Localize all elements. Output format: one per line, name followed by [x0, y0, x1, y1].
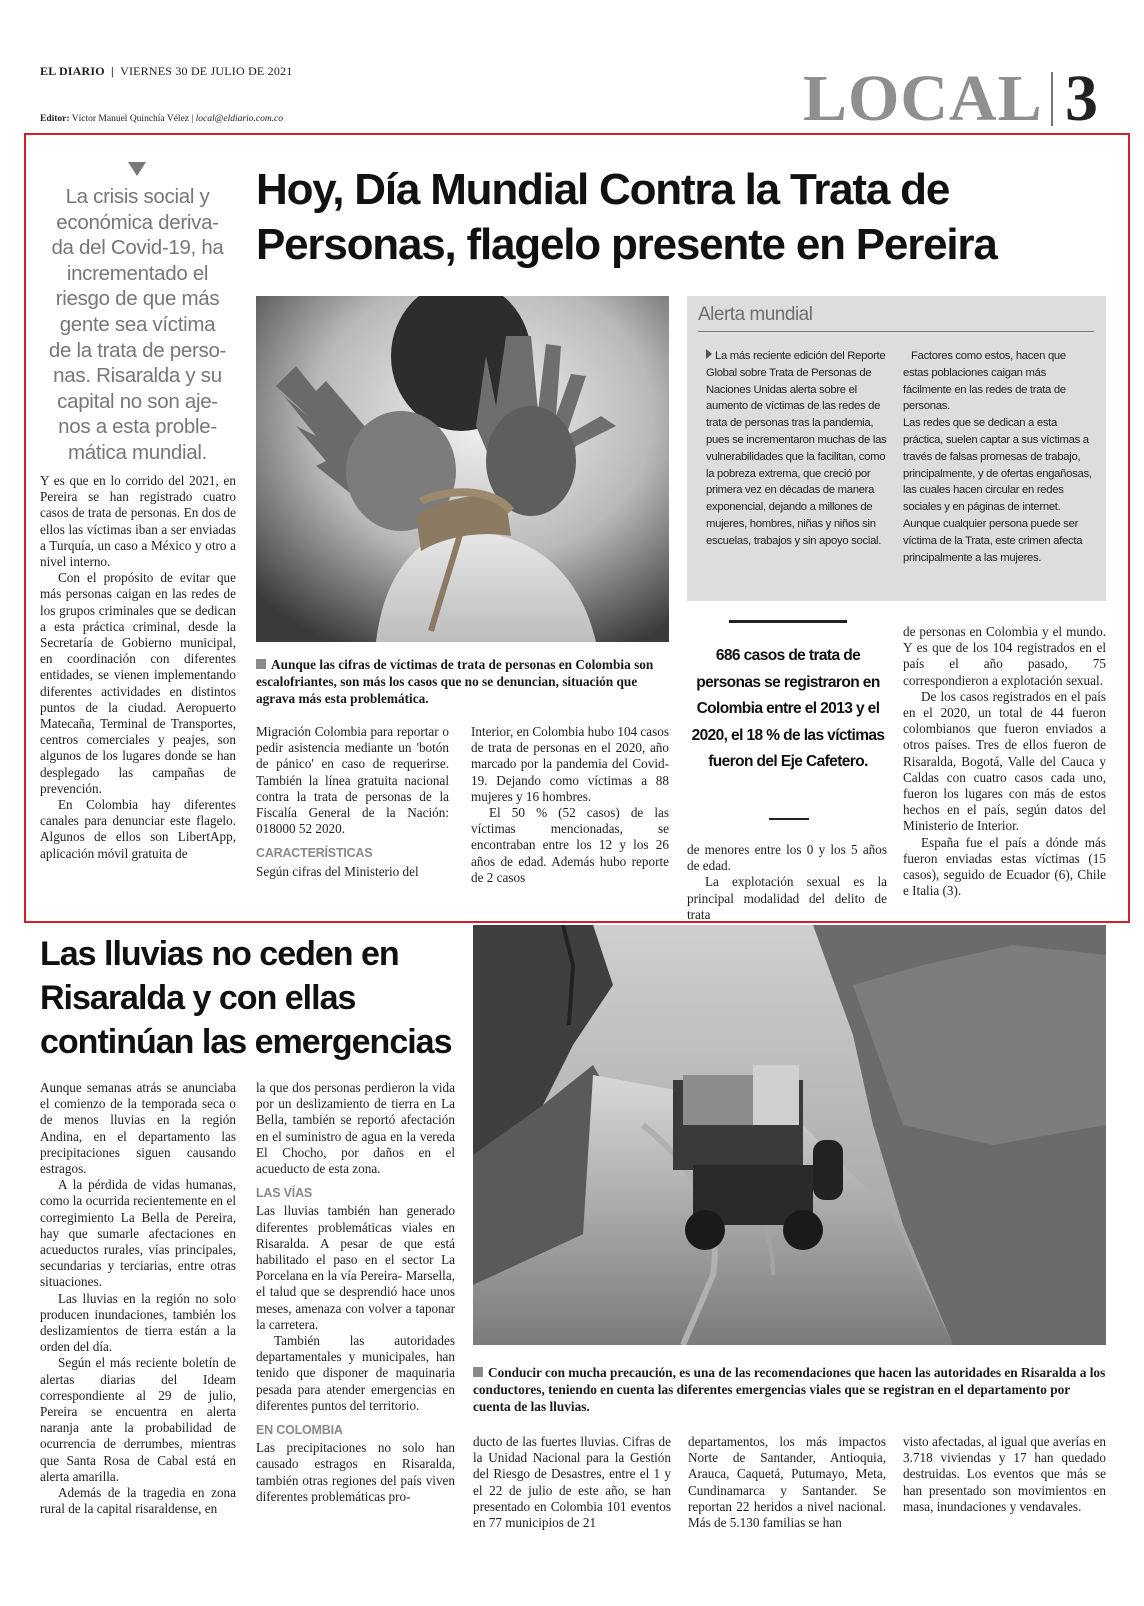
- editor-line: Editor: Víctor Manuel Quinchía Vélez | local@eldiario.com.co: [40, 114, 284, 124]
- article1-col4: de menores entre los 0 y los 5 años de edad. La explotación sexual es la principal modalidad del delito de trata: [687, 842, 887, 922]
- article2-col3: ducto de las fuertes lluvias. Cifras de la Unidad Nacional para la Gestión del Riesgo de Desastres, entre el 1 y el 22 de julio de este año, se han presentado en Colombia 101 eventos en 77 municipios de 21: [473, 1434, 671, 1531]
- article1-photo: [256, 296, 669, 642]
- article2-col1: Aunque semanas atrás se anunciaba el comienzo de la temporada seca o de menos lluvias en la región Andina, en el departamento las precipitaciones siguen causando estragos. A la pérdida de vidas humanas, como la ocurrida recientemente en el corregimiento La Bella de Pereira, hay que sumarle afectaciones en acueductos rurales, vías principales, secundarias y terciarias, entre otras situaciones. Las lluvias en la región no solo producen inundaciones, también los deslizamientos de tierra están a la orden del día. Según el más reciente boletín de alertas diarias del Ideam correspondiente al 29 de julio, Pereira se encuentra en alerta naranja ante la probabilidad de ocurrencia de derrumbes, mientras que Santa Rosa de Cabal está en alerta amarilla. Además de la tragedia en zona rural de la capital risaraldense, en: [40, 1080, 236, 1517]
- sidebar-alerta-mundial: [687, 296, 1106, 601]
- article2-col2: la que dos personas perdieron la vida por un deslizamiento de tierra en La Bella, también se reportó afectación en el suministro de agua en la vereda El Chocho, por daños en el acueducto de esta zona. LAS VÍAS Las lluvias también han generado diferentes problemáticas viales en Risaralda. A pesar de que está habilitado el paso en el sector La Porcelana en la vía Pereira- Marsella, el talud que se desprendió hace unos meses, amenaza con volver a taponar la carretera. También las autoridades departamentales y municipales, han tenido que disponer de maquinaria pesada para atender emergencias en diferentes puntos del territorio. EN COLOMBIA Las precipitaciones no solo han causado estragos en Risaralda, también otras regiones del país viven diferentes problemáticas pro-: [256, 1080, 455, 1504]
- sidebar-rule: [698, 331, 1094, 332]
- masthead-dateline: EL DIARIO | VIERNES 30 DE JULIO DE 2021: [40, 64, 293, 78]
- subhead-en-colombia: EN COLOMBIA: [256, 1423, 343, 1438]
- article1-col2: Migración Colombia para reportar o pedir asistencia mediante un 'botón de pánico' en caso de requerirse. También la línea gratuita nacional contra la trata de personas de la Fiscalía General de la Nación: 018000 52 2020. CARACTERÍSTICAS Según cifras del Ministerio del: [256, 724, 449, 879]
- pullquote-rule-top: [729, 620, 847, 623]
- article1-col3: Interior, en Colombia hubo 104 casos de trata de personas en el 2020, año marcado por la pandemia del Covid- 19. Dejando como víctimas a 88 mujeres y 16 hombres. El 50 % (52 casos) de las víctimas mencionadas, se encontraban entre los 12 y los 26 años de edad. Además hubo reporte de 2 casos: [471, 724, 669, 885]
- article1-col5: de personas en Colombia y el mundo. Y es que de los 104 registrados en el país el año pasado, 75 correspondieron a explotación sexual. De los casos registrados en el país en el 2020, un total de 44 fueron colombianos que fueron enviados a otros países. Tres de ellos fueron de Risaralda, Bogotá, Valle del Cauca y Caldas con cuatro casos cada uno, fueron los lugares con más de estos hechos en el país, según datos del Ministerio de Interior. España fue el país a dónde más fueron enviadas estas víctimas (15 casos), seguido de Ecuador (6), Chile e Italia (3).: [903, 624, 1106, 899]
- article1-col1: Y es que en lo corrido del 2021, en Pereira se han registrado cuatro casos de trata de personas. En dos de ellos las víctimas iban a ser enviadas a Turquía, un caso a México y otro a nivel interno. Con el propósito de evitar que más personas caigan en las redes de los grupos criminales que se dedican a esta práctica criminal, desde la Secretaría de Gobierno municipal, en coordinación con diferentes entidades, se vienen implementando diferentes actividades en distintos puntos de la ciudad. Aeropuerto Matecaña, Terminal de Transportes, centros comerciales y peajes, son algunos de los lugares donde se han desplegado las campañas de prevención. En Colombia hay diferentes canales para denunciar este flagelo. Algunos de ellos son LibertApp, aplicación móvil gratuita de: [40, 473, 236, 861]
- editor-email: local@eldiario.com.co: [195, 114, 284, 124]
- subhead-caracteristicas: CARACTERÍSTICAS: [256, 846, 373, 861]
- pullquote-rule-bottom: [769, 818, 809, 820]
- sidebar-title: Alerta mundial: [698, 304, 813, 325]
- lead-triangle-icon: [128, 162, 146, 176]
- article2-col5: visto afectadas, al igual que averías en 3.718 viviendas y 17 han quedado destruidas. Los eventos que más se han presentado son movimientos en masa, inundaciones y vendavales.: [903, 1434, 1106, 1514]
- subhead-las-vias: LAS VÍAS: [256, 1186, 313, 1201]
- section-name: LOCAL: [803, 62, 1043, 135]
- article1-headline: Hoy, Día Mundial Contra la Trata de Personas, flagelo presente en Pereira: [256, 165, 997, 269]
- sidebar-col1: La más reciente edición del Reporte Global sobre Trata de Personas de Naciones Unidas alerta sobre el aumento de víctimas de las redes de trata de personas tras la pandemia, pues se incrementaron muchas de las vulnerabilidades que la facilitan, como la pobreza extrema, que creció por primera vez en décadas de manera exponencial, dejando a millones de mujeres, hombres, niñas y niños sin escuelas, trabajos y sin apoyo social.: [706, 350, 887, 547]
- sidebar-col2: Factores como estos, hacen que estas poblaciones caigan más fácilmente en las redes de trata de personas. Las redes que se dedican a esta práctica, suelen captar a sus víctimas a través de falsas promesas de trabajo, principalmente, y de ofertas engañosas, las cuales hacen circular en redes sociales y en páginas de internet. Aunque cualquier persona puede ser víctima de la Trata, este crimen afecta principalmente a las mujeres.: [903, 350, 1092, 564]
- caption-square-icon: [473, 1367, 483, 1377]
- article1-photo-caption: Aunque las cifras de víctimas de trata de personas en Colombia son escalofriantes, son más los casos que no se denuncian, situación que agrava más esta problemática.: [256, 657, 654, 706]
- pullquote: 686 casos de trata de personas se registraron en Colombia entre el 2013 y el 2020, el 18 % de las víctimas fueron del Eje Cafetero.: [691, 647, 885, 770]
- article2-col4: departamentos, los más impactos Norte de Santander, Antioquia, Arauca, Caquetá, Putumayo, Meta, Cundinamarca y Santander. Se reportan 22 heridos a nivel nacional. Más de 5.130 familias se han: [688, 1434, 886, 1531]
- caption-square-icon: [256, 659, 266, 669]
- article2-photo-caption: Conducir con mucha precaución, es una de las recomendaciones que hacen las autoridades en Risaralda a los conductores, teniendo en cuenta las diferentes emergencias viales que se registran en el departamento por cuenta de las lluvias.: [473, 1365, 1106, 1414]
- article1-lead: La crisis social y económica deriva- da del Covid-19, ha incrementado el riesgo de que más gente sea víctima de la trata de perso- nas. Risaralda y su capital no son aje- nos a esta proble- mática mundial.: [48, 185, 227, 464]
- paper-name: EL DIARIO: [40, 64, 105, 78]
- section-divider: [1051, 72, 1053, 126]
- article2-headline: Las lluvias no ceden en Risaralda y con ellas continúan las emergencias: [40, 935, 452, 1061]
- sidebar-arrow-icon: [706, 349, 712, 359]
- issue-date: VIERNES 30 DE JULIO DE 2021: [120, 64, 293, 78]
- article2-photo: [473, 925, 1106, 1345]
- page-number: 3: [1065, 62, 1098, 135]
